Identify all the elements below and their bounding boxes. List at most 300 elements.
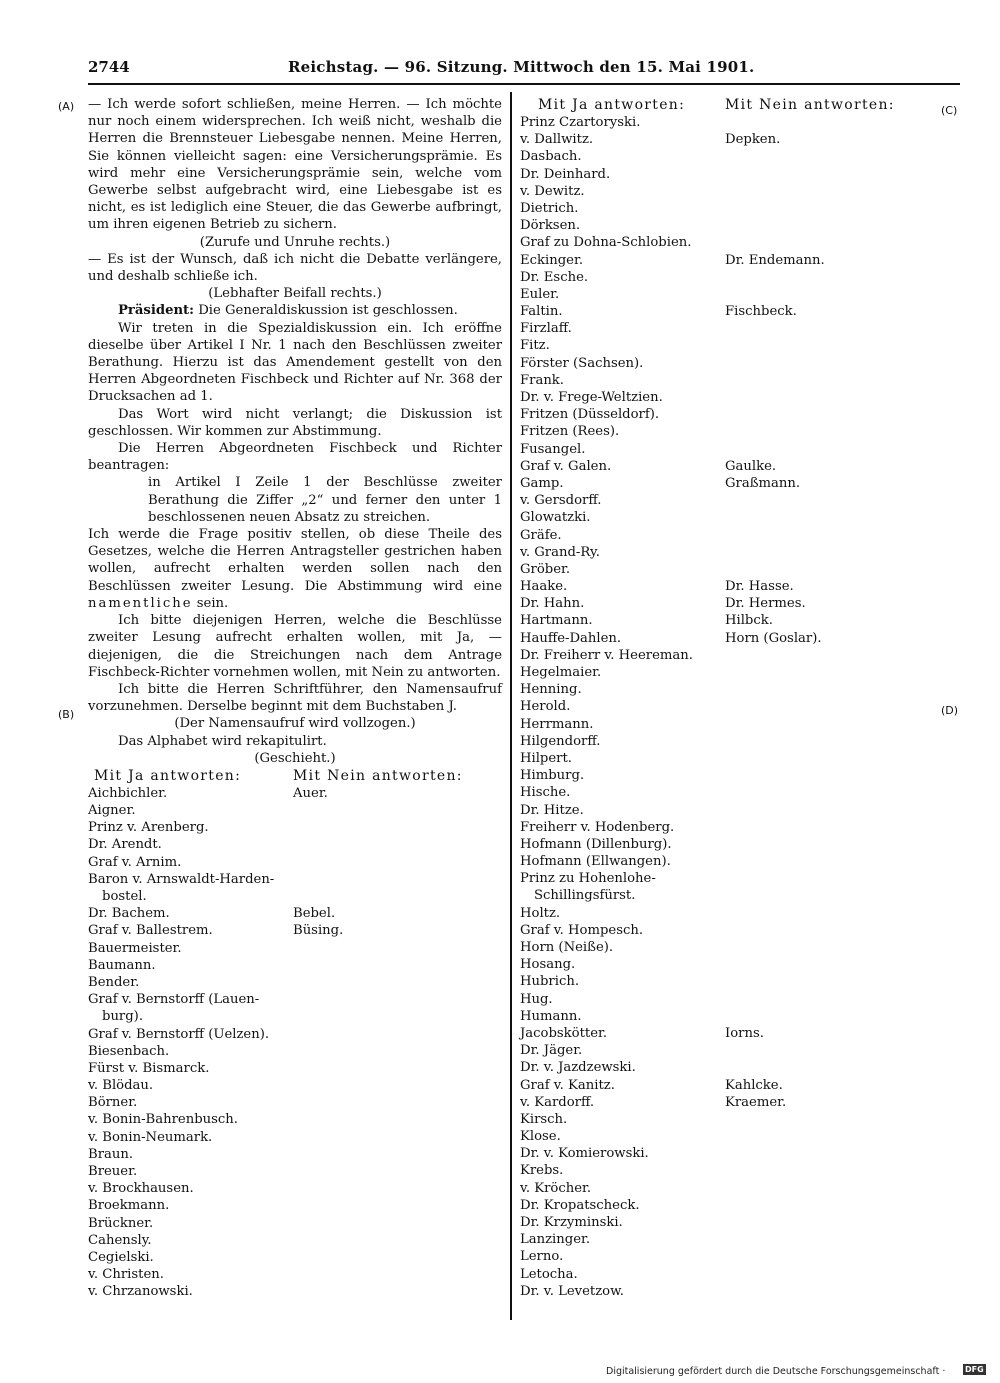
yes-vote-name: Euler. xyxy=(520,286,560,302)
no-vote-name: Dr. Endemann. xyxy=(725,252,825,268)
vote-row xyxy=(520,630,925,647)
yes-vote-name: Haake. xyxy=(520,579,568,595)
vote-row xyxy=(88,819,502,836)
no-header-right: Mit Nein antworten: xyxy=(725,97,895,113)
yes-vote-name: Fusangel. xyxy=(520,441,586,457)
no-vote-name xyxy=(725,320,925,337)
no-vote-name xyxy=(293,1215,502,1232)
no-vote-name xyxy=(739,887,925,904)
vote-row xyxy=(88,1180,502,1197)
yes-vote-name: Graf v. Kanitz. xyxy=(520,1077,615,1093)
vote-row xyxy=(520,1248,925,1265)
vote-row xyxy=(520,853,925,870)
yes-vote-name: Cegielski. xyxy=(88,1249,154,1265)
no-vote-name xyxy=(725,286,925,303)
vote-row xyxy=(520,114,925,131)
vote-row xyxy=(520,509,925,526)
margin-mark-d: (D) xyxy=(941,704,959,717)
header-rule xyxy=(88,83,960,85)
no-vote-name xyxy=(293,991,502,1008)
no-vote-name xyxy=(293,1249,502,1266)
alphabet-paragraph: Das Alphabet wird rekapitulirt. xyxy=(118,733,327,749)
vote-row xyxy=(520,698,925,715)
yes-vote-name: Börner. xyxy=(88,1095,138,1111)
vote-row xyxy=(520,217,925,234)
no-vote-name xyxy=(293,1060,502,1077)
yes-vote-name: Fritzen (Rees). xyxy=(520,424,620,440)
yes-vote-name: bostel. xyxy=(102,889,147,905)
yes-vote-name: Aichbichler. xyxy=(88,785,168,801)
no-vote-name xyxy=(725,217,925,234)
vote-row xyxy=(88,785,502,802)
vote-row xyxy=(88,854,502,871)
no-vote-name xyxy=(725,973,925,990)
no-vote-name xyxy=(725,389,925,406)
yes-vote-name: Breuer. xyxy=(88,1164,138,1180)
yes-vote-name: Dr. Deinhard. xyxy=(520,166,611,182)
margin-mark-b: (B) xyxy=(58,708,75,721)
no-vote-name xyxy=(725,1128,925,1145)
no-vote-name xyxy=(293,836,502,853)
yes-vote-name: Hofmann (Ellwangen). xyxy=(520,854,671,870)
vote-row xyxy=(520,595,925,612)
no-vote-name xyxy=(725,234,925,251)
no-vote-name xyxy=(293,854,502,871)
no-vote-name xyxy=(725,905,925,922)
yes-vote-name: v. Grand-Ry. xyxy=(520,544,600,560)
vote-row xyxy=(520,234,925,251)
no-vote-name xyxy=(725,853,925,870)
yes-vote-name: Dr. Esche. xyxy=(520,269,589,285)
vote-row xyxy=(88,1197,502,1214)
yes-vote-name: v. Chrzanowski. xyxy=(88,1284,193,1300)
vote-row xyxy=(520,200,925,217)
no-vote-name: Gaulke. xyxy=(725,458,777,474)
vote-row xyxy=(520,1180,925,1197)
vote-row xyxy=(520,1008,925,1025)
yes-vote-name: Graf v. Bernstorff (Lauen- xyxy=(88,992,260,1008)
no-vote-name xyxy=(293,1026,502,1043)
no-vote-name xyxy=(725,870,925,887)
vote-row xyxy=(520,664,925,681)
no-vote-name xyxy=(307,888,502,905)
yes-vote-name: Dr. Jäger. xyxy=(520,1043,583,1059)
yes-vote-name: Freiherr v. Hodenberg. xyxy=(520,819,675,835)
vote-row xyxy=(88,1077,502,1094)
roll-call-paragraph: Ich bitte die Herren Schriftführer, den Namensaufruf vorzunehmen. Derselbe beginnt mit dem Buchstaben J. xyxy=(88,681,502,715)
vote-row xyxy=(520,286,925,303)
vote-row xyxy=(88,957,502,974)
vote-row xyxy=(520,716,925,733)
yes-vote-name: Graf zu Dohna-Schlobien. xyxy=(520,235,692,251)
vote-row xyxy=(520,269,925,286)
vote-row xyxy=(520,802,925,819)
no-vote-name xyxy=(293,819,502,836)
yes-vote-name: Holtz. xyxy=(520,905,561,921)
vote-row xyxy=(88,1060,502,1077)
yes-vote-name: Hische. xyxy=(520,785,571,801)
yes-vote-name: Förster (Sachsen). xyxy=(520,355,644,371)
no-vote-name xyxy=(725,1197,925,1214)
vote-question-text-a: Ich werde die Frage positiv stellen, ob diese Theile des Gesetzes, welche die Herren Antragsteller gestrichen haben wollen, aufrecht erhalten werden sollen nach den Beschlüssen zweiter Lesung. Die Abstimmung wird eine xyxy=(88,527,502,594)
no-vote-name xyxy=(725,355,925,372)
no-vote-name xyxy=(725,406,925,423)
vote-row xyxy=(520,887,925,904)
no-vote-name xyxy=(725,1248,925,1265)
no-vote-name xyxy=(293,1043,502,1060)
vote-row xyxy=(520,870,925,887)
no-vote-name xyxy=(725,561,925,578)
no-vote-name xyxy=(725,1214,925,1231)
yes-vote-name: v. Gersdorff. xyxy=(520,493,602,509)
president-label: Präsident: xyxy=(118,303,195,319)
vote-row xyxy=(520,441,925,458)
yes-vote-name: Jacobskötter. xyxy=(520,1025,608,1041)
vote-row xyxy=(520,1025,925,1042)
motion-intro-paragraph: Die Herren Abgeordneten Fischbeck und Richter beantragen: xyxy=(88,441,502,474)
vote-row xyxy=(88,1043,502,1060)
vote-column-headers-right xyxy=(520,96,925,114)
no-vote-name xyxy=(293,1094,502,1111)
no-vote-name xyxy=(725,509,925,526)
no-vote-name xyxy=(725,372,925,389)
no-vote-name xyxy=(725,991,925,1008)
vote-row xyxy=(88,871,502,888)
yes-vote-name: Dasbach. xyxy=(520,149,582,165)
vote-row xyxy=(520,784,925,801)
vote-row xyxy=(88,991,502,1008)
no-vote-name xyxy=(307,1008,502,1025)
running-title: Reichstag. — 96. Sitzung. Mittwoch den 15. Mai 1901. xyxy=(288,58,755,76)
vote-instructions-paragraph: Ich bitte diejenigen Herren, welche die Beschlüsse zweiter Lesung aufrecht erhalten wollen, mit Ja, — diejenigen, die die Streichungen nach dem Antrage Fischbeck-Richter vornehmen wollen, mit Nein zu antworten. xyxy=(88,613,502,680)
no-vote-name xyxy=(725,423,925,440)
no-vote-name xyxy=(293,1283,502,1300)
no-vote-name xyxy=(725,1231,925,1248)
vote-row xyxy=(520,389,925,406)
no-vote-name xyxy=(725,1266,925,1283)
yes-vote-name: Kirsch. xyxy=(520,1111,568,1127)
no-vote-name xyxy=(293,957,502,974)
speech-paragraph-end: — Es ist der Wunsch, daß ich nicht die Debatte verlängere, und deshalb schließe ich. xyxy=(88,251,502,285)
no-vote-name xyxy=(725,922,925,939)
vote-row xyxy=(520,372,925,389)
left-vote-list xyxy=(88,785,502,1301)
yes-vote-name: Baron v. Arnswaldt-Harden- xyxy=(88,871,275,887)
vote-row xyxy=(520,423,925,440)
yes-vote-name: Faltin. xyxy=(520,304,563,320)
yes-vote-name: Lanzinger. xyxy=(520,1232,591,1248)
vote-row xyxy=(520,1059,925,1076)
vote-column-headers xyxy=(88,767,502,785)
no-vote-name xyxy=(293,871,502,888)
vote-row xyxy=(520,733,925,750)
vote-row xyxy=(520,183,925,200)
no-vote-name: Hilbck. xyxy=(725,613,773,629)
special-discussion-paragraph: Wir treten in die Spezialdiskussion ein. Ich eröffne dieselbe über Artikel I Nr. 1 nach den Beschlüssen zweiter Berathung. Hierzu ist das Amendement gestellt von den Herren Abgeordneten Fischbeck und Richter auf Nr. 368 der Drucksachen ad 1. xyxy=(88,320,502,405)
no-vote-name xyxy=(293,940,502,957)
vote-row xyxy=(520,166,925,183)
yes-vote-name: Firzlaff. xyxy=(520,321,572,337)
vote-row xyxy=(88,940,502,957)
yes-vote-name: Schillingsfürst. xyxy=(534,888,636,904)
no-vote-name xyxy=(725,647,925,664)
no-vote-name: Auer. xyxy=(293,785,328,801)
yes-vote-name: Dr. v. Levetzow. xyxy=(520,1283,624,1299)
yes-vote-name: v. Bonin-Bahrenbusch. xyxy=(88,1112,238,1128)
motion-quote: in Artikel I Zeile 1 der Beschlüsse zweiter Berathung die Ziffer „2“ und ferner den unter 1 beschlossenen neuen Absatz zu streichen. xyxy=(148,475,502,525)
yes-vote-name: Himburg. xyxy=(520,768,585,784)
vote-row xyxy=(520,406,925,423)
no-vote-name xyxy=(725,148,925,165)
vote-row xyxy=(520,1094,925,1111)
no-vote-name xyxy=(293,1232,502,1249)
no-vote-name xyxy=(725,802,925,819)
yes-vote-name: Glowatzki. xyxy=(520,510,591,526)
no-vote-name xyxy=(725,441,925,458)
vote-row xyxy=(88,1215,502,1232)
vote-row xyxy=(520,561,925,578)
vote-row xyxy=(88,922,502,939)
margin-mark-a: (A) xyxy=(58,100,75,113)
yes-vote-name: Dr. v. Jazdzewski. xyxy=(520,1060,636,1076)
vote-row xyxy=(520,905,925,922)
yes-vote-name: Bender. xyxy=(88,974,140,990)
speech-paragraph: — Ich werde sofort schließen, meine Herren. — Ich möchte nur noch einem widersprechen. Ich weiß nicht, weshalb die Herren die Brennsteuer Liebesgabe nennen. Meine Herren, Sie können vielleicht sagen: eine Versicherungsprämie. Es wird mehr eine Versicherungsprämie sein, welche vom Gewerbe selbst aufgebracht wird, eine Liebesgabe ist es nicht, es ist lediglich eine Steuer, die das Gewerbe aufbringt, um ihren eigenen Betrieb zu sichern. xyxy=(88,97,502,233)
no-vote-name: Büsing. xyxy=(293,923,344,939)
vote-row xyxy=(520,681,925,698)
no-vote-name: Kahlcke. xyxy=(725,1077,783,1093)
remark-applause: (Lebhafter Beifall rechts.) xyxy=(208,286,382,302)
vote-row xyxy=(520,1197,925,1214)
yes-vote-name: Prinz Czartoryski. xyxy=(520,115,641,130)
vote-row xyxy=(88,836,502,853)
yes-header-right: Mit Ja antworten: xyxy=(538,97,686,113)
vote-row xyxy=(520,355,925,372)
yes-vote-name: Broekmann. xyxy=(88,1198,170,1214)
yes-vote-name: v. Kröcher. xyxy=(520,1180,592,1196)
no-vote-name xyxy=(725,681,925,698)
vote-row xyxy=(520,939,925,956)
yes-vote-name: Bauermeister. xyxy=(88,940,182,956)
vote-row xyxy=(88,1232,502,1249)
no-vote-name xyxy=(725,939,925,956)
right-vote-list xyxy=(520,114,925,1300)
vote-row xyxy=(88,1163,502,1180)
vote-row xyxy=(520,1145,925,1162)
yes-vote-name: Hegelmaier. xyxy=(520,665,602,680)
yes-vote-name: Brückner. xyxy=(88,1215,154,1231)
no-vote-name xyxy=(725,527,925,544)
vote-row xyxy=(520,1128,925,1145)
remark-done: (Geschieht.) xyxy=(254,750,336,766)
no-vote-name xyxy=(725,492,925,509)
yes-vote-name: Henning. xyxy=(520,682,582,698)
no-vote-name xyxy=(725,767,925,784)
no-header: Mit Nein antworten: xyxy=(293,767,463,784)
no-vote-name xyxy=(725,200,925,217)
no-vote-name xyxy=(293,1163,502,1180)
no-vote-name xyxy=(725,166,925,183)
no-vote-name: Graßmann. xyxy=(725,475,801,491)
yes-vote-name: Dr. Hitze. xyxy=(520,802,584,818)
yes-vote-name: Hosang. xyxy=(520,957,576,973)
no-vote-name xyxy=(293,1111,502,1128)
no-vote-name xyxy=(725,1059,925,1076)
yes-vote-name: Hubrich. xyxy=(520,974,580,990)
yes-vote-name: v. Dallwitz. xyxy=(520,132,594,148)
no-vote-name xyxy=(725,664,925,681)
yes-vote-name: Hauffe-Dahlen. xyxy=(520,630,622,646)
no-vote-name xyxy=(725,544,925,561)
column-divider xyxy=(510,92,512,1320)
yes-vote-name: Dr. Kropatscheck. xyxy=(520,1197,640,1213)
vote-row xyxy=(520,973,925,990)
president-text: Die Generaldiskussion ist geschlossen. xyxy=(194,303,458,319)
vote-row xyxy=(520,1111,925,1128)
dfg-logo: DFG xyxy=(965,1365,984,1374)
vote-row xyxy=(520,1283,925,1300)
no-vote-name: Depken. xyxy=(725,132,781,148)
no-vote-name: Fischbeck. xyxy=(725,304,797,320)
vote-row xyxy=(520,131,925,148)
yes-vote-name: Herrmann. xyxy=(520,716,594,732)
no-vote-name xyxy=(725,956,925,973)
yes-vote-name: Humann. xyxy=(520,1008,582,1024)
remark-roll-call: (Der Namensaufruf wird vollzogen.) xyxy=(174,716,416,732)
yes-vote-name: Biesenbach. xyxy=(88,1043,170,1059)
vote-row xyxy=(88,1026,502,1043)
no-vote-name xyxy=(725,269,925,286)
vote-row xyxy=(520,922,925,939)
vote-row xyxy=(520,1214,925,1231)
vote-question-spaced: namentliche xyxy=(88,595,193,611)
yes-vote-name: Cahensly. xyxy=(88,1232,152,1248)
vote-row xyxy=(520,819,925,836)
yes-vote-name: Eckinger. xyxy=(520,252,584,268)
yes-vote-name: Dr. Krzyminski. xyxy=(520,1215,623,1230)
yes-vote-name: Dr. v. Komierowski. xyxy=(520,1146,649,1162)
vote-row xyxy=(520,527,925,544)
yes-vote-name: Hilpert. xyxy=(520,750,572,766)
vote-row xyxy=(88,1111,502,1128)
yes-vote-name: v. Bonin-Neumark. xyxy=(88,1129,213,1145)
no-vote-name xyxy=(293,1180,502,1197)
page-header xyxy=(88,58,912,82)
no-vote-name xyxy=(293,802,502,819)
vote-row xyxy=(88,1129,502,1146)
vote-row xyxy=(520,1231,925,1248)
yes-vote-name: v. Christen. xyxy=(88,1267,164,1283)
vote-row xyxy=(88,1146,502,1163)
yes-vote-name: Hofmann (Dillenburg). xyxy=(520,836,672,852)
vote-row xyxy=(88,1266,502,1283)
yes-vote-name: Prinz v. Arenberg. xyxy=(88,820,209,836)
yes-vote-name: Dörksen. xyxy=(520,218,581,234)
yes-vote-name: Gräfe. xyxy=(520,527,562,543)
yes-vote-name: v. Dewitz. xyxy=(520,183,585,199)
no-vote-name xyxy=(725,1283,925,1300)
no-vote-name: Dr. Hasse. xyxy=(725,579,794,595)
yes-vote-name: Braun. xyxy=(88,1146,134,1162)
yes-vote-name: Aigner. xyxy=(88,803,136,819)
vote-row xyxy=(520,1042,925,1059)
yes-vote-name: Herold. xyxy=(520,699,571,715)
president-statement xyxy=(88,302,502,319)
yes-vote-name: Hartmann. xyxy=(520,613,593,629)
no-vote-name xyxy=(725,1111,925,1128)
no-vote-name xyxy=(725,733,925,750)
no-vote-name xyxy=(293,1146,502,1163)
yes-vote-name: Frank. xyxy=(520,372,564,388)
no-vote-name xyxy=(293,1129,502,1146)
vote-question-paragraph xyxy=(88,526,502,612)
yes-vote-name: Prinz zu Hohenlohe- xyxy=(520,871,656,887)
no-vote-name xyxy=(725,1042,925,1059)
no-vote-name: Horn (Goslar). xyxy=(725,630,822,646)
digitization-credit: Digitalisierung gefördert durch die Deutsche Forschungsgemeinschaft · xyxy=(606,1366,946,1377)
yes-vote-name: Graf v. Arnim. xyxy=(88,854,182,870)
margin-mark-c: (C) xyxy=(941,104,958,117)
vote-row xyxy=(520,320,925,337)
yes-vote-name: Krebs. xyxy=(520,1163,564,1179)
yes-vote-name: Dr. v. Frege-Weltzien. xyxy=(520,390,663,405)
no-vote-name xyxy=(725,1145,925,1162)
yes-vote-name: Graf v. Hompesch. xyxy=(520,922,644,938)
vote-row xyxy=(88,888,502,905)
no-vote-name xyxy=(725,337,925,354)
yes-vote-name: Fitz. xyxy=(520,338,550,354)
no-vote-name xyxy=(725,836,925,853)
vote-question-text-b: sein. xyxy=(192,595,229,611)
no-vote-name xyxy=(725,750,925,767)
yes-vote-name: Gröber. xyxy=(520,561,571,577)
right-column xyxy=(520,96,925,1300)
yes-vote-name: Dr. Arendt. xyxy=(88,837,162,853)
vote-row xyxy=(88,1094,502,1111)
no-vote-name xyxy=(725,1162,925,1179)
yes-vote-name: Dr. Hahn. xyxy=(520,596,585,612)
yes-vote-name: burg). xyxy=(102,1009,144,1025)
vote-row xyxy=(88,1283,502,1300)
yes-vote-name: v. Blödau. xyxy=(88,1078,154,1094)
yes-header: Mit Ja antworten: xyxy=(94,767,242,784)
vote-row xyxy=(520,303,925,320)
vote-row xyxy=(520,544,925,561)
vote-row xyxy=(88,1008,502,1025)
no-vote-name xyxy=(293,1266,502,1283)
yes-vote-name: Fritzen (Düsseldorf). xyxy=(520,407,660,423)
yes-vote-name: Letocha. xyxy=(520,1266,578,1282)
no-vote-name xyxy=(725,1008,925,1025)
no-vote-name xyxy=(293,1197,502,1214)
vote-row xyxy=(520,612,925,629)
no-vote-name xyxy=(293,1077,502,1094)
vote-row xyxy=(520,1077,925,1094)
yes-vote-name: Hilgendorff. xyxy=(520,733,601,749)
vote-row xyxy=(520,956,925,973)
no-vote-name xyxy=(725,784,925,801)
yes-vote-name: Horn (Neiße). xyxy=(520,940,614,955)
vote-row xyxy=(88,802,502,819)
yes-vote-name: Dr. Bachem. xyxy=(88,906,170,922)
yes-vote-name: Graf v. Ballestrem. xyxy=(88,923,213,939)
left-column xyxy=(88,96,502,1301)
vote-row xyxy=(520,750,925,767)
no-vote-name xyxy=(725,716,925,733)
yes-vote-name: Gamp. xyxy=(520,475,564,491)
vote-row xyxy=(520,767,925,784)
yes-vote-name: v. Kardorff. xyxy=(520,1094,595,1110)
